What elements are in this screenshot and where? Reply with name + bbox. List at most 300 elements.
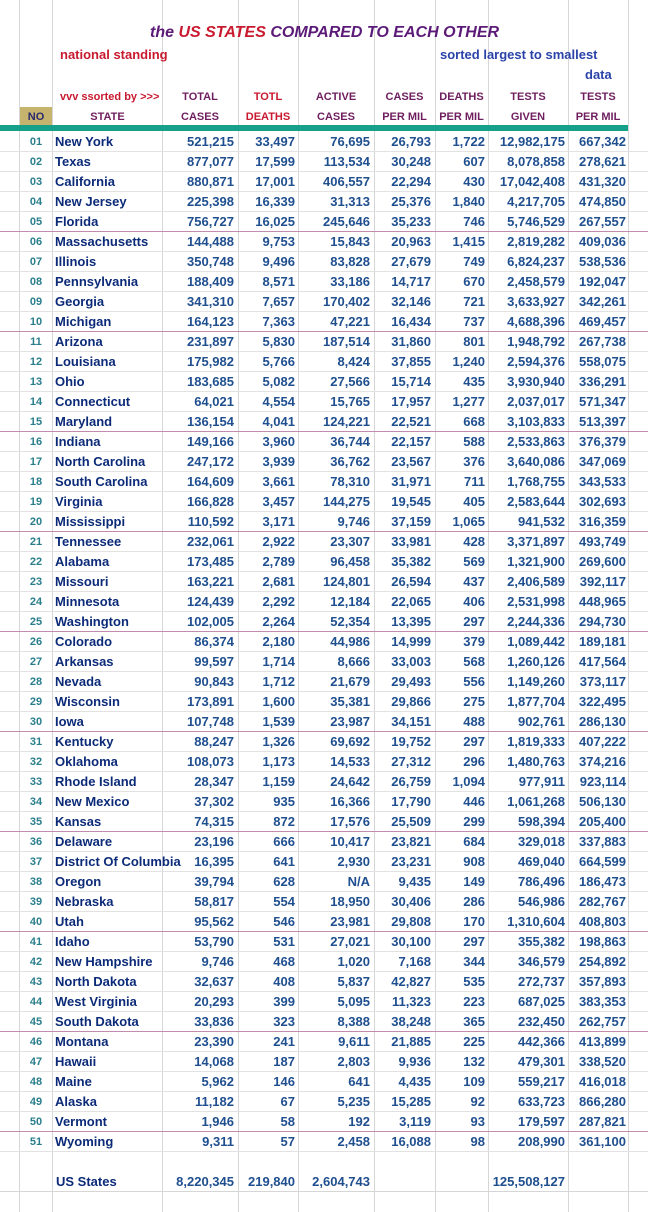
- tests-given: 12,982,175: [499, 134, 565, 149]
- total-cases: 102,005: [187, 614, 234, 629]
- row-number: 03: [29, 176, 43, 188]
- table-row: [0, 1012, 648, 1032]
- total-deaths: 7,657: [262, 294, 295, 309]
- tests-per-mil: 286,130: [579, 714, 626, 729]
- total-cases: 28,347: [194, 774, 234, 789]
- total-cases: 166,828: [187, 494, 234, 509]
- total-cases: 9,311: [202, 1134, 234, 1149]
- table-row: [0, 752, 648, 772]
- deaths-per-mil: 428: [463, 534, 485, 549]
- table-row: [0, 392, 648, 412]
- tests-given: 329,018: [518, 834, 565, 849]
- table-row: [0, 872, 648, 892]
- tests-per-mil: 866,280: [579, 1094, 626, 1109]
- tests-per-mil: 269,600: [579, 554, 626, 569]
- table-row: [0, 1112, 648, 1132]
- cases-per-mil: 30,406: [391, 894, 431, 909]
- total-deaths: 58: [280, 1114, 295, 1129]
- cases-per-mil: 32,146: [391, 294, 431, 309]
- total-cases: 144,488: [187, 234, 234, 249]
- state-name: South Dakota: [55, 1014, 139, 1029]
- deaths-per-mil: 488: [463, 714, 485, 729]
- table-row: [0, 692, 648, 712]
- table-row: [0, 932, 648, 952]
- total-deaths: 7,363: [262, 314, 295, 329]
- table-row: [0, 952, 648, 972]
- tests-per-mil: 469,457: [579, 314, 626, 329]
- cases-per-mil: 22,294: [391, 174, 431, 189]
- tests-given: 1,310,604: [507, 914, 565, 929]
- row-number: 05: [29, 216, 43, 228]
- deaths-per-mil: 365: [463, 1014, 485, 1029]
- total-deaths: 33,497: [255, 134, 295, 149]
- total-deaths: 17,599: [255, 154, 295, 169]
- state-name: Nebraska: [55, 894, 114, 909]
- total-cases: 341,310: [187, 294, 234, 309]
- active-cases: 406,557: [323, 174, 370, 189]
- state-name: Rhode Island: [55, 774, 137, 789]
- tests-per-mil: 337,883: [579, 834, 626, 849]
- row-number: 12: [29, 356, 43, 368]
- total-cases: 232,061: [187, 534, 234, 549]
- total-cases: 39,794: [194, 874, 234, 889]
- total-deaths: 4,554: [262, 394, 295, 409]
- state-name: California: [55, 174, 115, 189]
- table-row: [0, 1132, 648, 1152]
- cases-per-mil: 16,434: [391, 314, 431, 329]
- cases-per-mil: 38,248: [391, 1014, 431, 1029]
- total-cases: 11,182: [194, 1094, 234, 1109]
- total-cases: 90,843: [194, 674, 234, 689]
- deaths-per-mil: 93: [470, 1114, 485, 1129]
- cases-per-mil: 15,714: [391, 374, 431, 389]
- deaths-per-mil: 1,240: [452, 354, 485, 369]
- total-deaths: 2,180: [262, 634, 295, 649]
- state-name: Washington: [55, 614, 129, 629]
- total-deaths: 408: [273, 974, 295, 989]
- total-cases: 183,685: [187, 374, 234, 389]
- table-row: [0, 512, 648, 532]
- header-cases-top: CASES: [385, 91, 424, 103]
- total-cases: 20,293: [194, 994, 234, 1009]
- total-cases: 23,196: [194, 834, 234, 849]
- table-row: [0, 912, 648, 932]
- state-name: Nevada: [55, 674, 102, 689]
- table-row: [0, 852, 648, 872]
- cases-per-mil: 37,855: [391, 354, 431, 369]
- row-number: 30: [29, 716, 43, 728]
- table-row: [0, 372, 648, 392]
- table-row: [0, 572, 648, 592]
- active-cases: 641: [348, 1074, 370, 1089]
- deaths-per-mil: 1,722: [452, 134, 485, 149]
- total-cases: 136,154: [187, 414, 234, 429]
- total-deaths: 2,922: [262, 534, 295, 549]
- active-cases: 23,981: [330, 914, 370, 929]
- total-cases: 175,982: [187, 354, 234, 369]
- deaths-per-mil: 1,065: [452, 514, 485, 529]
- total-deaths: 1,600: [262, 694, 295, 709]
- state-name: Mississippi: [55, 514, 126, 529]
- deaths-per-mil: 405: [463, 494, 485, 509]
- total-cases: 247,172: [187, 454, 234, 469]
- row-number: 35: [29, 816, 43, 828]
- active-cases: 36,762: [330, 454, 370, 469]
- deaths-per-mil: 607: [463, 154, 485, 169]
- row-number: 27: [29, 656, 43, 668]
- active-cases: 2,803: [337, 1054, 370, 1069]
- tests-given: 8,078,858: [507, 154, 565, 169]
- deaths-per-mil: 297: [463, 734, 485, 749]
- table-row: [0, 1032, 648, 1052]
- table-row: [0, 652, 648, 672]
- state-name: Illinois: [55, 254, 97, 269]
- tests-per-mil: 192,047: [579, 274, 626, 289]
- table-row: [0, 1072, 648, 1092]
- tests-given: 442,366: [518, 1034, 565, 1049]
- total-deaths: 5,766: [262, 354, 295, 369]
- state-name: Wyoming: [55, 1134, 114, 1149]
- active-cases: 36,744: [330, 434, 370, 449]
- row-number: 40: [29, 916, 43, 928]
- tests-given: 2,037,017: [507, 394, 565, 409]
- tests-given: 1,768,755: [507, 474, 565, 489]
- total-cases: 124,439: [187, 594, 234, 609]
- total-deaths: 187: [273, 1054, 295, 1069]
- total-cases: 95,562: [194, 914, 234, 929]
- row-number: 36: [29, 836, 43, 848]
- row-number: 38: [29, 876, 43, 888]
- row-number: 14: [29, 396, 43, 408]
- table-row: [0, 232, 648, 252]
- total-cases: 108,073: [187, 754, 234, 769]
- row-number: 29: [29, 696, 43, 708]
- active-cases: 8,666: [337, 654, 370, 669]
- deaths-per-mil: 1,094: [452, 774, 485, 789]
- deaths-per-mil: 1,415: [452, 234, 485, 249]
- deaths-per-mil: 170: [463, 914, 485, 929]
- tests-per-mil: 373,117: [579, 674, 626, 689]
- state-name: South Carolina: [55, 474, 148, 489]
- row-number: 10: [29, 316, 43, 328]
- active-cases: 144,275: [323, 494, 370, 509]
- cases-per-mil: 13,395: [391, 614, 431, 629]
- deaths-per-mil: 149: [463, 874, 485, 889]
- tests-per-mil: 205,400: [579, 814, 626, 829]
- state-name: Minnesota: [55, 594, 120, 609]
- state-name: Idaho: [55, 934, 90, 949]
- total-deaths: 3,960: [262, 434, 295, 449]
- total-cases: 86,374: [194, 634, 234, 649]
- active-cases: 33,186: [330, 274, 370, 289]
- header-cases: CASES: [181, 111, 219, 123]
- tests-per-mil: 448,965: [579, 594, 626, 609]
- cases-per-mil: 23,231: [391, 854, 431, 869]
- tests-given: 2,458,579: [507, 274, 565, 289]
- total-cases: 99,597: [194, 654, 234, 669]
- active-cases: 192: [348, 1114, 370, 1129]
- cases-per-mil: 17,790: [391, 794, 431, 809]
- table-row: [0, 672, 648, 692]
- total-cases: 225,398: [187, 194, 234, 209]
- tests-given: 3,930,940: [507, 374, 565, 389]
- active-cases: 83,828: [330, 254, 370, 269]
- tests-given: 179,597: [518, 1114, 565, 1129]
- total-deaths: 2,292: [262, 594, 295, 609]
- total-deaths: 935: [273, 794, 295, 809]
- table-row: [0, 272, 648, 292]
- total-cases: 32,637: [194, 974, 234, 989]
- totals-tests-given: 125,508,127: [492, 1174, 565, 1189]
- deaths-per-mil: 556: [463, 674, 485, 689]
- deaths-per-mil: 801: [463, 334, 485, 349]
- row-number: 01: [29, 136, 43, 148]
- row-number: 16: [29, 436, 43, 448]
- cases-per-mil: 17,957: [391, 394, 431, 409]
- tests-per-mil: 413,899: [579, 1034, 626, 1049]
- row-number: 21: [29, 536, 43, 548]
- table-row: [0, 432, 648, 452]
- row-number: 44: [29, 996, 43, 1008]
- table-row: [0, 792, 648, 812]
- table-row: [0, 972, 648, 992]
- header-no: NO: [20, 107, 52, 127]
- state-name: Montana: [55, 1034, 109, 1049]
- total-deaths: 67: [280, 1094, 295, 1109]
- table-row: [0, 472, 648, 492]
- total-cases: 756,727: [187, 214, 234, 229]
- total-cases: 16,395: [194, 854, 234, 869]
- tests-given: 1,260,126: [507, 654, 565, 669]
- total-deaths: 17,001: [255, 174, 295, 189]
- state-name: Vermont: [55, 1114, 108, 1129]
- row-number: 51: [29, 1136, 43, 1148]
- deaths-per-mil: 749: [463, 254, 485, 269]
- tests-per-mil: 338,520: [579, 1054, 626, 1069]
- total-deaths: 666: [273, 834, 295, 849]
- active-cases: 187,514: [323, 334, 370, 349]
- tests-per-mil: 383,353: [579, 994, 626, 1009]
- table-row: [0, 612, 648, 632]
- cases-per-mil: 16,088: [391, 1134, 431, 1149]
- active-cases: 44,986: [330, 634, 370, 649]
- total-deaths: 546: [273, 914, 295, 929]
- active-cases: 8,424: [337, 354, 370, 369]
- header-divider-bar: [0, 125, 628, 131]
- active-cases: 52,354: [330, 614, 370, 629]
- tests-given: 786,496: [518, 874, 565, 889]
- total-deaths: 146: [273, 1074, 295, 1089]
- total-cases: 33,836: [194, 1014, 234, 1029]
- total-deaths: 2,264: [262, 614, 295, 629]
- deaths-per-mil: 711: [464, 474, 485, 489]
- row-number: 04: [29, 196, 43, 208]
- title-prefix: the: [150, 24, 174, 41]
- total-cases: 58,817: [194, 894, 234, 909]
- total-deaths: 9,496: [262, 254, 295, 269]
- cases-per-mil: 25,376: [391, 194, 431, 209]
- cases-per-mil: 14,717: [391, 274, 431, 289]
- active-cases: 170,402: [323, 294, 370, 309]
- total-deaths: 241: [273, 1034, 295, 1049]
- deaths-per-mil: 275: [463, 694, 485, 709]
- active-cases: N/A: [347, 874, 370, 889]
- total-deaths: 16,025: [255, 214, 295, 229]
- row-number: 20: [29, 516, 43, 528]
- tests-given: 4,688,396: [507, 314, 565, 329]
- table-row: [0, 592, 648, 612]
- row-number: 11: [30, 336, 42, 348]
- tests-per-mil: 316,359: [579, 514, 626, 529]
- tests-per-mil: 278,621: [579, 154, 626, 169]
- row-number: 31: [29, 736, 43, 748]
- table-row: [0, 452, 648, 472]
- state-name: New York: [55, 134, 114, 149]
- table-row: [0, 292, 648, 312]
- tests-given: 1,480,763: [507, 754, 565, 769]
- state-name: New Hampshire: [55, 954, 153, 969]
- total-cases: 14,068: [194, 1054, 234, 1069]
- deaths-per-mil: 109: [463, 1074, 485, 1089]
- total-cases: 877,077: [187, 154, 234, 169]
- total-cases: 188,409: [187, 274, 234, 289]
- total-deaths: 1,712: [262, 674, 295, 689]
- title-us: US STATES: [178, 24, 266, 41]
- total-cases: 53,790: [194, 934, 234, 949]
- active-cases: 1,020: [337, 954, 370, 969]
- total-deaths: 3,939: [262, 454, 295, 469]
- state-name: Indiana: [55, 434, 101, 449]
- tests-per-mil: 431,320: [579, 174, 626, 189]
- cases-per-mil: 14,999: [391, 634, 431, 649]
- row-number: 17: [29, 456, 43, 468]
- title-rest: COMPARED TO EACH OTHER: [270, 24, 500, 41]
- tests-given: 559,217: [518, 1074, 565, 1089]
- tests-per-mil: 474,850: [579, 194, 626, 209]
- total-deaths: 3,171: [262, 514, 295, 529]
- total-deaths: 3,661: [262, 474, 295, 489]
- tests-per-mil: 374,216: [579, 754, 626, 769]
- tests-given: 2,819,282: [507, 234, 565, 249]
- active-cases: 23,307: [330, 534, 370, 549]
- deaths-per-mil: 296: [463, 754, 485, 769]
- tests-per-mil: 376,379: [579, 434, 626, 449]
- tests-per-mil: 571,347: [579, 394, 626, 409]
- state-name: Iowa: [55, 714, 84, 729]
- row-number: 28: [29, 676, 43, 688]
- tests-given: 1,149,260: [507, 674, 565, 689]
- table-row: [0, 832, 648, 852]
- row-number: 49: [29, 1096, 43, 1108]
- tests-given: 2,406,589: [507, 574, 565, 589]
- tests-given: 6,824,237: [507, 254, 565, 269]
- tests-per-mil: 267,738: [579, 334, 626, 349]
- tests-per-mil: 287,821: [579, 1114, 626, 1129]
- tests-given: 2,583,644: [507, 494, 565, 509]
- cases-per-mil: 26,759: [391, 774, 431, 789]
- active-cases: 96,458: [330, 554, 370, 569]
- cases-per-mil: 33,981: [391, 534, 431, 549]
- deaths-per-mil: 1,840: [452, 194, 485, 209]
- data-label: data: [585, 67, 612, 82]
- total-deaths: 4,041: [262, 414, 295, 429]
- cases-per-mil: 29,866: [391, 694, 431, 709]
- total-cases: 74,315: [194, 814, 234, 829]
- deaths-per-mil: 98: [470, 1134, 485, 1149]
- row-number: 15: [29, 416, 43, 428]
- cases-per-mil: 35,382: [391, 554, 431, 569]
- active-cases: 9,611: [338, 1034, 370, 1049]
- state-name: Louisiana: [55, 354, 116, 369]
- tests-per-mil: 664,599: [579, 854, 626, 869]
- active-cases: 8,388: [337, 1014, 370, 1029]
- cases-per-mil: 33,003: [391, 654, 431, 669]
- row-number: 48: [29, 1076, 43, 1088]
- total-deaths: 628: [273, 874, 295, 889]
- active-cases: 2,930: [337, 854, 370, 869]
- tests-given: 2,244,336: [507, 614, 565, 629]
- table-row: [0, 732, 648, 752]
- cases-per-mil: 25,509: [391, 814, 431, 829]
- state-name: Hawaii: [55, 1054, 97, 1069]
- row-number: 41: [29, 936, 43, 948]
- state-name: Virginia: [55, 494, 103, 509]
- state-name: Oklahoma: [55, 754, 118, 769]
- cases-per-mil: 29,808: [391, 914, 431, 929]
- total-cases: 521,215: [187, 134, 234, 149]
- tests-given: 2,531,998: [507, 594, 565, 609]
- tests-per-mil: 186,473: [579, 874, 626, 889]
- total-cases: 9,746: [201, 954, 234, 969]
- total-deaths: 1,714: [262, 654, 295, 669]
- tests-per-mil: 538,536: [579, 254, 626, 269]
- row-number: 26: [29, 636, 43, 648]
- row-number: 33: [29, 776, 43, 788]
- tests-per-mil: 322,495: [579, 694, 626, 709]
- total-cases: 880,871: [187, 174, 234, 189]
- state-name: Arkansas: [55, 654, 114, 669]
- tests-per-mil: 254,892: [579, 954, 626, 969]
- total-cases: 1,946: [201, 1114, 234, 1129]
- total-deaths: 531: [273, 934, 295, 949]
- header-deaths-per-mil: PER MIL: [439, 111, 484, 123]
- header-totl-top: TOTL: [253, 91, 283, 103]
- active-cases: 245,646: [323, 214, 370, 229]
- active-cases: 78,310: [330, 474, 370, 489]
- deaths-per-mil: 668: [463, 414, 485, 429]
- state-name: West Virginia: [55, 994, 137, 1009]
- state-name: New Mexico: [55, 794, 130, 809]
- table-row: [0, 412, 648, 432]
- header-tests-per-mil: PER MIL: [575, 111, 621, 123]
- table-row: [0, 192, 648, 212]
- total-cases: 37,302: [194, 794, 234, 809]
- tests-per-mil: 357,893: [579, 974, 626, 989]
- tests-per-mil: 923,114: [579, 774, 626, 789]
- total-deaths: 399: [273, 994, 295, 1009]
- tests-per-mil: 302,693: [579, 494, 626, 509]
- total-cases: 163,221: [187, 574, 234, 589]
- row-number: 19: [29, 496, 43, 508]
- sheet-title: [150, 22, 499, 44]
- table-row: [0, 552, 648, 572]
- cases-per-mil: 29,493: [391, 674, 431, 689]
- active-cases: 5,095: [337, 994, 370, 1009]
- tests-per-mil: 493,749: [579, 534, 626, 549]
- active-cases: 21,679: [330, 674, 370, 689]
- tests-given: 232,450: [518, 1014, 565, 1029]
- subtitle-national-standing: national standing: [60, 47, 168, 62]
